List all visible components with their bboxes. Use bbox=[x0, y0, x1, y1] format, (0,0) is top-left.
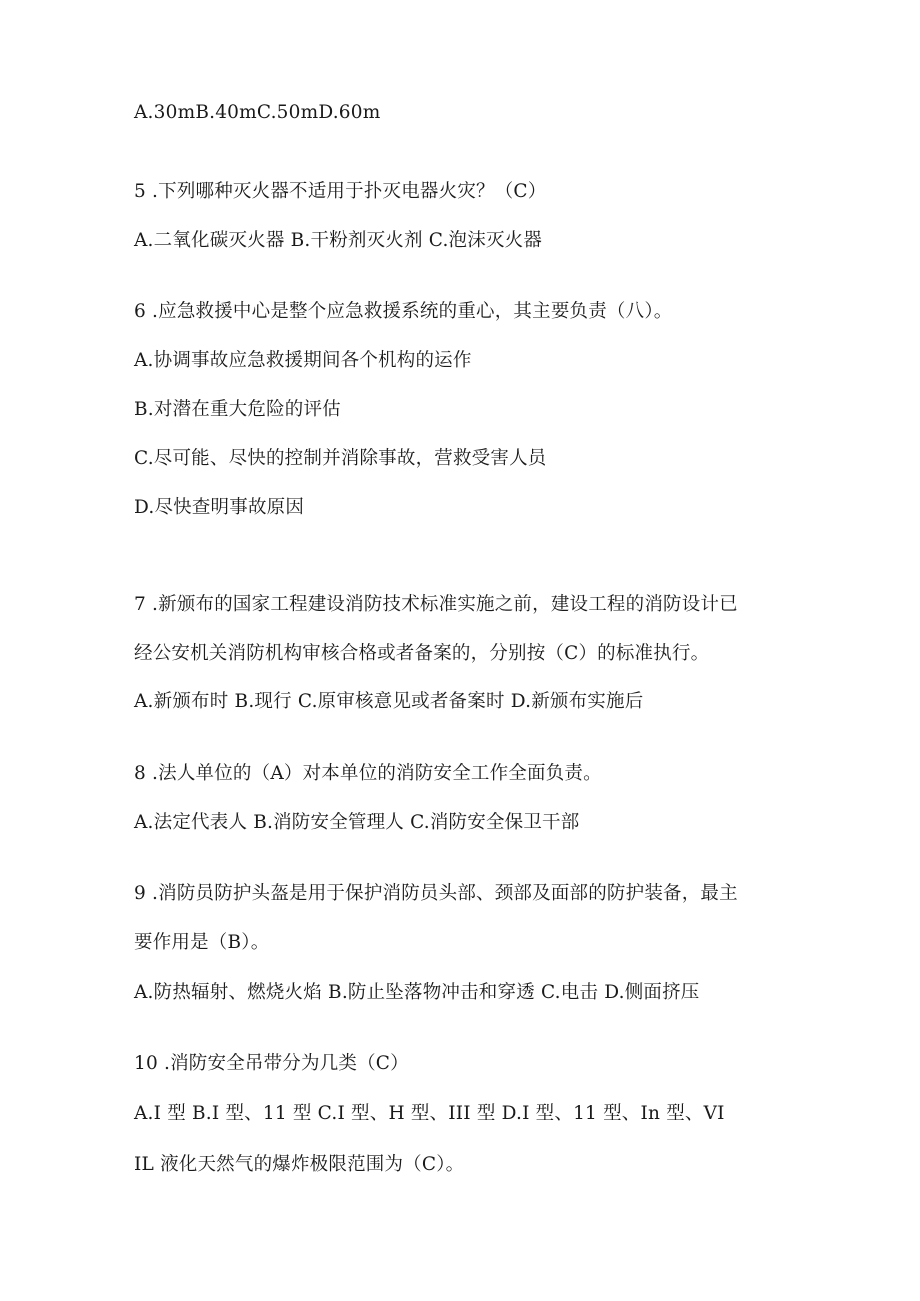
q7-question-line1: 7 .新颁布的国家工程建设消防技术标准实施之前，建设工程的消防设计已 bbox=[134, 594, 738, 615]
q8-options: A.法定代表人 B.消防安全管理人 C.消防安全保卫干部 bbox=[134, 812, 580, 833]
q7-question-line2: 经公安机关消防机构审核合格或者备案的，分别按（C）的标准执行。 bbox=[134, 643, 710, 664]
q9-question-line2: 要作用是（B）。 bbox=[134, 932, 270, 953]
q11-question: IL 液化天然气的爆炸极限范围为（C）。 bbox=[134, 1154, 465, 1175]
q6-option-d: D.尽快查明事故原因 bbox=[134, 497, 305, 518]
q8-question: 8 .法人单位的（A）对本单位的消防安全工作全面负责。 bbox=[134, 763, 602, 784]
q4-options: A.30mB.40mC.50mD.60m bbox=[134, 102, 381, 123]
q9-options: A.防热辐射、燃烧火焰 B.防止坠落物冲击和穿透 C.电击 D.侧面挤压 bbox=[134, 982, 700, 1003]
q7-options: A.新颁布时 B.现行 C.原审核意见或者备案时 D.新颁布实施后 bbox=[134, 691, 644, 712]
q6-option-b: B.对潜在重大危险的评估 bbox=[134, 399, 341, 420]
q10-question: 10 .消防安全吊带分为几类（C） bbox=[134, 1053, 409, 1074]
q10-options: A.I 型 B.I 型、11 型 C.I 型、H 型、III 型 D.I 型、11 型、In 型、VI bbox=[134, 1103, 725, 1124]
q5-options: A.二氧化碳灭火器 B.干粉剂灭火剂 C.泡沫灭火器 bbox=[134, 230, 543, 251]
q6-option-a: A.协调事故应急救援期间各个机构的运作 bbox=[134, 350, 472, 371]
q5-question: 5 .下列哪种灭火器不适用于扑灭电器火灾？（C） bbox=[134, 181, 547, 202]
q9-question-line1: 9 .消防员防护头盔是用于保护消防员头部、颈部及面部的防护装备，最主 bbox=[134, 883, 738, 904]
q6-question: 6 .应急救援中心是整个应急救援系统的重心，其主要负责（八）。 bbox=[134, 301, 673, 322]
q6-option-c: C.尽可能、尽快的控制并消除事故，营救受害人员 bbox=[134, 448, 547, 469]
